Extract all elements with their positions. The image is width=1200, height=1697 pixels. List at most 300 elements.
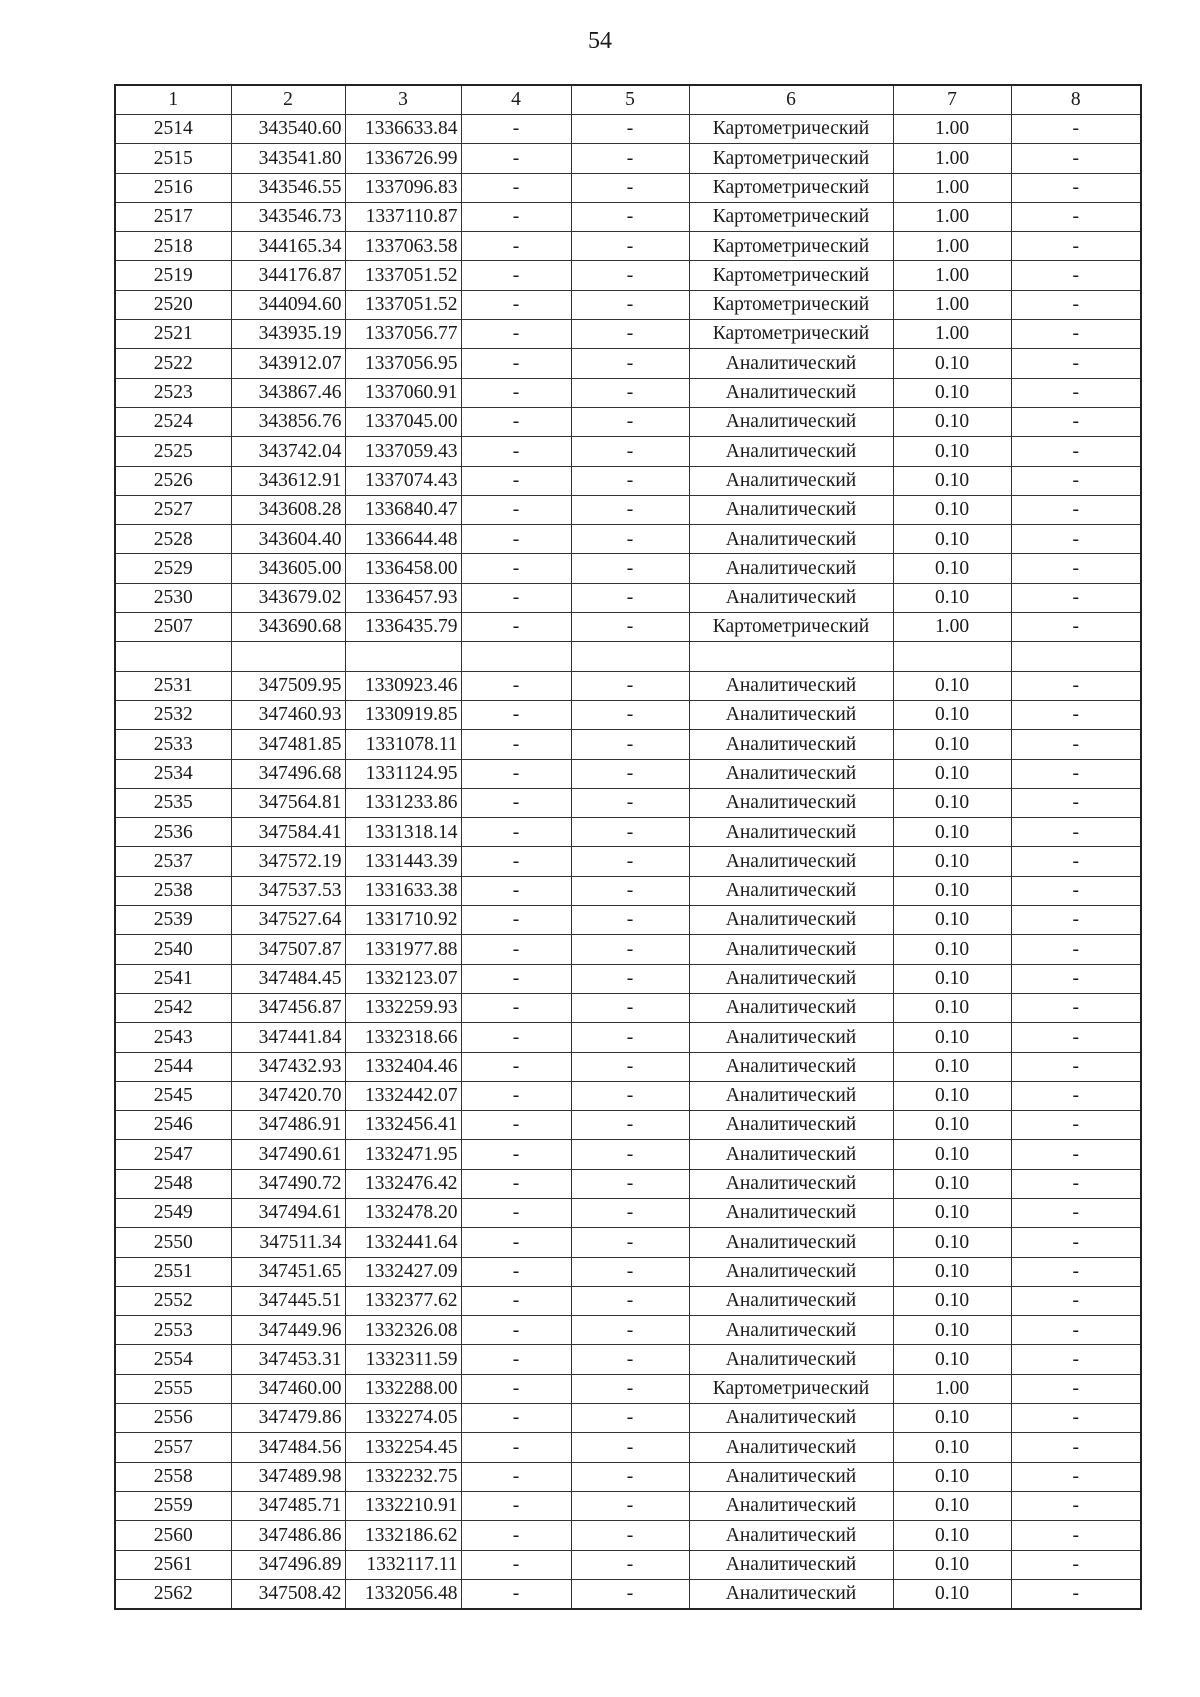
x-coordinate-cell: 343612.91 <box>231 466 345 495</box>
column-4-cell: - <box>461 1404 571 1433</box>
column-5-cell: - <box>571 671 689 700</box>
column-5-cell: - <box>571 290 689 319</box>
accuracy-cell: 0.10 <box>893 993 1011 1022</box>
column-5-cell: - <box>571 466 689 495</box>
accuracy-cell: 1.00 <box>893 320 1011 349</box>
column-4-cell: - <box>461 1462 571 1491</box>
column-8-cell: - <box>1011 583 1141 612</box>
column-header-8: 8 <box>1011 85 1141 115</box>
accuracy-cell: 0.10 <box>893 1433 1011 1462</box>
accuracy-cell: 0.10 <box>893 1491 1011 1520</box>
column-5-cell: - <box>571 1521 689 1550</box>
column-4-cell: - <box>461 320 571 349</box>
point-number-cell: 2548 <box>115 1169 231 1198</box>
table-row <box>115 700 1141 729</box>
column-4-cell: - <box>461 115 571 144</box>
y-coordinate-cell: 1337059.43 <box>345 437 461 466</box>
x-coordinate-cell <box>231 642 345 671</box>
column-8-cell: - <box>1011 1462 1141 1491</box>
point-number-cell: 2555 <box>115 1374 231 1403</box>
x-coordinate-cell: 347494.61 <box>231 1198 345 1227</box>
point-number-cell: 2515 <box>115 144 231 173</box>
x-coordinate-cell: 347481.85 <box>231 730 345 759</box>
x-coordinate-cell: 347486.86 <box>231 1521 345 1550</box>
column-8-cell: - <box>1011 525 1141 554</box>
y-coordinate-cell: 1332254.45 <box>345 1433 461 1462</box>
y-coordinate-cell: 1332478.20 <box>345 1198 461 1227</box>
table-row <box>115 1169 1141 1198</box>
x-coordinate-cell: 347584.41 <box>231 818 345 847</box>
column-4-cell: - <box>461 700 571 729</box>
column-4-cell: - <box>461 847 571 876</box>
table-row <box>115 349 1141 378</box>
column-4-cell: - <box>461 495 571 524</box>
x-coordinate-cell: 347537.53 <box>231 876 345 905</box>
point-number-cell: 2546 <box>115 1111 231 1140</box>
y-coordinate-cell: 1332186.62 <box>345 1521 461 1550</box>
x-coordinate-cell: 347496.89 <box>231 1550 345 1579</box>
column-5-cell: - <box>571 407 689 436</box>
accuracy-cell: 0.10 <box>893 1081 1011 1110</box>
accuracy-cell: 0.10 <box>893 495 1011 524</box>
point-number-cell: 2558 <box>115 1462 231 1491</box>
column-8-cell: - <box>1011 144 1141 173</box>
table-row <box>115 554 1141 583</box>
point-number-cell: 2560 <box>115 1521 231 1550</box>
column-4-cell: - <box>461 1140 571 1169</box>
column-4-cell: - <box>461 1023 571 1052</box>
y-coordinate-cell: 1332210.91 <box>345 1491 461 1520</box>
column-8-cell: - <box>1011 759 1141 788</box>
column-5-cell: - <box>571 935 689 964</box>
x-coordinate-cell: 347564.81 <box>231 788 345 817</box>
column-5-cell: - <box>571 378 689 407</box>
accuracy-cell: 0.10 <box>893 788 1011 817</box>
x-coordinate-cell: 344165.34 <box>231 232 345 261</box>
column-5-cell: - <box>571 847 689 876</box>
point-number-cell: 2541 <box>115 964 231 993</box>
column-4-cell: - <box>461 876 571 905</box>
point-number-cell: 2528 <box>115 525 231 554</box>
x-coordinate-cell: 347451.65 <box>231 1257 345 1286</box>
method-cell: Картометрический <box>689 613 893 642</box>
column-8-cell: - <box>1011 876 1141 905</box>
table-row <box>115 1023 1141 1052</box>
table-row <box>115 876 1141 905</box>
method-cell: Аналитический <box>689 407 893 436</box>
column-5-cell: - <box>571 1462 689 1491</box>
accuracy-cell <box>893 642 1011 671</box>
column-8-cell: - <box>1011 993 1141 1022</box>
accuracy-cell: 1.00 <box>893 290 1011 319</box>
column-8-cell: - <box>1011 1257 1141 1286</box>
point-number-cell: 2543 <box>115 1023 231 1052</box>
y-coordinate-cell: 1331443.39 <box>345 847 461 876</box>
method-cell: Аналитический <box>689 466 893 495</box>
column-8-cell: - <box>1011 1052 1141 1081</box>
accuracy-cell: 0.10 <box>893 671 1011 700</box>
column-8-cell: - <box>1011 730 1141 759</box>
table-row <box>115 1052 1141 1081</box>
table-row <box>115 1286 1141 1315</box>
x-coordinate-cell: 343605.00 <box>231 554 345 583</box>
y-coordinate-cell: 1331078.11 <box>345 730 461 759</box>
x-coordinate-cell: 347460.93 <box>231 700 345 729</box>
table-body <box>115 115 1141 1610</box>
column-4-cell: - <box>461 1374 571 1403</box>
x-coordinate-cell: 343742.04 <box>231 437 345 466</box>
y-coordinate-cell: 1336435.79 <box>345 613 461 642</box>
x-coordinate-cell: 343856.76 <box>231 407 345 436</box>
column-5-cell: - <box>571 1579 689 1609</box>
method-cell: Картометрический <box>689 115 893 144</box>
column-5-cell: - <box>571 613 689 642</box>
point-number-cell: 2562 <box>115 1579 231 1609</box>
method-cell: Аналитический <box>689 759 893 788</box>
table-row <box>115 583 1141 612</box>
x-coordinate-cell: 343604.40 <box>231 525 345 554</box>
column-5-cell: - <box>571 525 689 554</box>
column-5-cell: - <box>571 349 689 378</box>
x-coordinate-cell: 347486.91 <box>231 1111 345 1140</box>
column-8-cell: - <box>1011 818 1141 847</box>
method-cell: Аналитический <box>689 700 893 729</box>
table-row <box>115 1491 1141 1520</box>
accuracy-cell: 0.10 <box>893 1316 1011 1345</box>
x-coordinate-cell: 343546.55 <box>231 173 345 202</box>
accuracy-cell: 0.10 <box>893 554 1011 583</box>
column-8-cell: - <box>1011 1521 1141 1550</box>
method-cell: Аналитический <box>689 1257 893 1286</box>
point-number-cell: 2536 <box>115 818 231 847</box>
point-number-cell: 2554 <box>115 1345 231 1374</box>
column-5-cell: - <box>571 1169 689 1198</box>
method-cell <box>689 642 893 671</box>
column-8-cell: - <box>1011 788 1141 817</box>
point-number-cell: 2535 <box>115 788 231 817</box>
accuracy-cell: 0.10 <box>893 935 1011 964</box>
point-number-cell: 2525 <box>115 437 231 466</box>
column-4-cell: - <box>461 1111 571 1140</box>
accuracy-cell: 0.10 <box>893 1462 1011 1491</box>
column-4-cell: - <box>461 1198 571 1227</box>
x-coordinate-cell: 347490.61 <box>231 1140 345 1169</box>
accuracy-cell: 1.00 <box>893 144 1011 173</box>
column-5-cell <box>571 642 689 671</box>
column-4-cell: - <box>461 1345 571 1374</box>
column-4-cell: - <box>461 232 571 261</box>
column-4-cell: - <box>461 144 571 173</box>
point-number-cell: 2532 <box>115 700 231 729</box>
accuracy-cell: 0.10 <box>893 1345 1011 1374</box>
y-coordinate-cell: 1337051.52 <box>345 261 461 290</box>
point-number-cell: 2520 <box>115 290 231 319</box>
table-row <box>115 964 1141 993</box>
column-8-cell: - <box>1011 847 1141 876</box>
method-cell: Аналитический <box>689 1286 893 1315</box>
table-row <box>115 525 1141 554</box>
column-4-cell: - <box>461 613 571 642</box>
table-row <box>115 935 1141 964</box>
table-row <box>115 671 1141 700</box>
point-number-cell: 2514 <box>115 115 231 144</box>
accuracy-cell: 1.00 <box>893 173 1011 202</box>
point-number-cell: 2550 <box>115 1228 231 1257</box>
column-5-cell: - <box>571 202 689 231</box>
coordinates-table-container <box>114 84 1142 1610</box>
point-number-cell: 2521 <box>115 320 231 349</box>
column-header-1: 1 <box>115 85 231 115</box>
y-coordinate-cell: 1336458.00 <box>345 554 461 583</box>
column-4-cell: - <box>461 202 571 231</box>
accuracy-cell: 0.10 <box>893 1286 1011 1315</box>
method-cell: Картометрический <box>689 144 893 173</box>
y-coordinate-cell: 1330919.85 <box>345 700 461 729</box>
column-8-cell: - <box>1011 1228 1141 1257</box>
x-coordinate-cell: 347507.87 <box>231 935 345 964</box>
y-coordinate-cell: 1336633.84 <box>345 115 461 144</box>
point-number-cell: 2544 <box>115 1052 231 1081</box>
y-coordinate-cell: 1332056.48 <box>345 1579 461 1609</box>
point-number-cell: 2561 <box>115 1550 231 1579</box>
accuracy-cell: 0.10 <box>893 1579 1011 1609</box>
column-8-cell <box>1011 642 1141 671</box>
column-4-cell: - <box>461 173 571 202</box>
accuracy-cell: 0.10 <box>893 876 1011 905</box>
x-coordinate-cell: 343690.68 <box>231 613 345 642</box>
coordinates-table <box>114 84 1142 1610</box>
column-8-cell: - <box>1011 1111 1141 1140</box>
point-number-cell: 2531 <box>115 671 231 700</box>
column-4-cell: - <box>461 1316 571 1345</box>
x-coordinate-cell: 347460.00 <box>231 1374 345 1403</box>
table-row <box>115 115 1141 144</box>
column-4-cell: - <box>461 1550 571 1579</box>
accuracy-cell: 1.00 <box>893 613 1011 642</box>
column-8-cell: - <box>1011 906 1141 935</box>
method-cell: Аналитический <box>689 993 893 1022</box>
x-coordinate-cell: 344094.60 <box>231 290 345 319</box>
x-coordinate-cell: 347449.96 <box>231 1316 345 1345</box>
column-5-cell: - <box>571 1491 689 1520</box>
method-cell: Аналитический <box>689 1169 893 1198</box>
column-8-cell: - <box>1011 261 1141 290</box>
table-row <box>115 1404 1141 1433</box>
column-8-cell: - <box>1011 1140 1141 1169</box>
method-cell: Картометрический <box>689 232 893 261</box>
method-cell: Аналитический <box>689 847 893 876</box>
method-cell: Аналитический <box>689 1404 893 1433</box>
table-row <box>115 1316 1141 1345</box>
method-cell: Аналитический <box>689 818 893 847</box>
column-header-7: 7 <box>893 85 1011 115</box>
y-coordinate-cell: 1337063.58 <box>345 232 461 261</box>
method-cell: Аналитический <box>689 1198 893 1227</box>
table-row <box>115 1579 1141 1609</box>
method-cell: Аналитический <box>689 1316 893 1345</box>
column-4-cell: - <box>461 993 571 1022</box>
column-8-cell: - <box>1011 290 1141 319</box>
y-coordinate-cell: 1332123.07 <box>345 964 461 993</box>
method-cell: Аналитический <box>689 671 893 700</box>
column-5-cell: - <box>571 700 689 729</box>
accuracy-cell: 0.10 <box>893 1169 1011 1198</box>
table-row <box>115 1140 1141 1169</box>
column-5-cell: - <box>571 144 689 173</box>
column-4-cell: - <box>461 407 571 436</box>
column-5-cell: - <box>571 1111 689 1140</box>
method-cell: Аналитический <box>689 437 893 466</box>
column-4-cell: - <box>461 378 571 407</box>
point-number-cell: 2518 <box>115 232 231 261</box>
column-4-cell: - <box>461 1052 571 1081</box>
accuracy-cell: 0.10 <box>893 1228 1011 1257</box>
point-number-cell: 2522 <box>115 349 231 378</box>
table-row <box>115 407 1141 436</box>
column-4-cell: - <box>461 906 571 935</box>
point-number-cell: 2542 <box>115 993 231 1022</box>
accuracy-cell: 0.10 <box>893 1404 1011 1433</box>
y-coordinate-cell: 1332441.64 <box>345 1228 461 1257</box>
table-row <box>115 261 1141 290</box>
table-header-row <box>115 85 1141 115</box>
y-coordinate-cell: 1337056.77 <box>345 320 461 349</box>
x-coordinate-cell: 347445.51 <box>231 1286 345 1315</box>
column-header-4: 4 <box>461 85 571 115</box>
method-cell: Аналитический <box>689 1521 893 1550</box>
column-4-cell: - <box>461 1491 571 1520</box>
column-8-cell: - <box>1011 202 1141 231</box>
point-number-cell: 2526 <box>115 466 231 495</box>
column-8-cell: - <box>1011 554 1141 583</box>
column-8-cell: - <box>1011 173 1141 202</box>
y-coordinate-cell: 1337051.52 <box>345 290 461 319</box>
method-cell: Аналитический <box>689 1550 893 1579</box>
point-number-cell: 2519 <box>115 261 231 290</box>
accuracy-cell: 0.10 <box>893 847 1011 876</box>
column-5-cell: - <box>571 1228 689 1257</box>
method-cell: Картометрический <box>689 320 893 349</box>
method-cell: Аналитический <box>689 583 893 612</box>
column-8-cell: - <box>1011 1550 1141 1579</box>
column-4-cell: - <box>461 1169 571 1198</box>
column-5-cell: - <box>571 115 689 144</box>
x-coordinate-cell: 347441.84 <box>231 1023 345 1052</box>
x-coordinate-cell: 347432.93 <box>231 1052 345 1081</box>
table-row <box>115 1198 1141 1227</box>
y-coordinate-cell: 1332259.93 <box>345 993 461 1022</box>
column-5-cell: - <box>571 232 689 261</box>
x-coordinate-cell: 347511.34 <box>231 1228 345 1257</box>
method-cell: Аналитический <box>689 788 893 817</box>
column-8-cell: - <box>1011 495 1141 524</box>
column-5-cell: - <box>571 1140 689 1169</box>
column-8-cell: - <box>1011 1316 1141 1345</box>
column-5-cell: - <box>571 583 689 612</box>
x-coordinate-cell: 347489.98 <box>231 1462 345 1491</box>
y-coordinate-cell: 1332274.05 <box>345 1404 461 1433</box>
method-cell: Картометрический <box>689 173 893 202</box>
column-8-cell: - <box>1011 1198 1141 1227</box>
method-cell: Аналитический <box>689 349 893 378</box>
x-coordinate-cell: 347484.56 <box>231 1433 345 1462</box>
y-coordinate-cell: 1337074.43 <box>345 466 461 495</box>
accuracy-cell: 0.10 <box>893 1052 1011 1081</box>
column-5-cell: - <box>571 818 689 847</box>
column-4-cell: - <box>461 437 571 466</box>
table-row <box>115 759 1141 788</box>
column-8-cell: - <box>1011 935 1141 964</box>
y-coordinate-cell: 1331124.95 <box>345 759 461 788</box>
column-5-cell: - <box>571 1404 689 1433</box>
method-cell: Аналитический <box>689 1081 893 1110</box>
column-5-cell: - <box>571 788 689 817</box>
y-coordinate-cell: 1332427.09 <box>345 1257 461 1286</box>
column-8-cell: - <box>1011 1579 1141 1609</box>
accuracy-cell: 0.10 <box>893 1023 1011 1052</box>
y-coordinate-cell: 1332117.11 <box>345 1550 461 1579</box>
column-8-cell: - <box>1011 1286 1141 1315</box>
accuracy-cell: 0.10 <box>893 700 1011 729</box>
accuracy-cell: 0.10 <box>893 759 1011 788</box>
y-coordinate-cell: 1332377.62 <box>345 1286 461 1315</box>
table-row <box>115 1257 1141 1286</box>
table-row <box>115 1374 1141 1403</box>
x-coordinate-cell: 343912.07 <box>231 349 345 378</box>
point-number-cell: 2533 <box>115 730 231 759</box>
column-5-cell: - <box>571 1374 689 1403</box>
column-8-cell: - <box>1011 378 1141 407</box>
x-coordinate-cell: 343540.60 <box>231 115 345 144</box>
x-coordinate-cell: 347479.86 <box>231 1404 345 1433</box>
column-5-cell: - <box>571 261 689 290</box>
table-row <box>115 320 1141 349</box>
column-5-cell: - <box>571 173 689 202</box>
point-number-cell: 2539 <box>115 906 231 935</box>
accuracy-cell: 1.00 <box>893 261 1011 290</box>
point-number-cell: 2537 <box>115 847 231 876</box>
column-8-cell: - <box>1011 964 1141 993</box>
accuracy-cell: 0.10 <box>893 1140 1011 1169</box>
y-coordinate-cell: 1331977.88 <box>345 935 461 964</box>
y-coordinate-cell: 1337110.87 <box>345 202 461 231</box>
accuracy-cell: 0.10 <box>893 1550 1011 1579</box>
point-number-cell: 2540 <box>115 935 231 964</box>
table-row <box>115 1521 1141 1550</box>
table-row <box>115 642 1141 671</box>
point-number-cell: 2523 <box>115 378 231 407</box>
y-coordinate-cell: 1332318.66 <box>345 1023 461 1052</box>
column-4-cell: - <box>461 1081 571 1110</box>
column-5-cell: - <box>571 993 689 1022</box>
accuracy-cell: 0.10 <box>893 525 1011 554</box>
accuracy-cell: 0.10 <box>893 1257 1011 1286</box>
method-cell: Аналитический <box>689 1433 893 1462</box>
method-cell: Аналитический <box>689 876 893 905</box>
accuracy-cell: 0.10 <box>893 1111 1011 1140</box>
column-5-cell: - <box>571 759 689 788</box>
column-8-cell: - <box>1011 232 1141 261</box>
table-row <box>115 495 1141 524</box>
method-cell: Аналитический <box>689 1491 893 1520</box>
column-4-cell: - <box>461 1228 571 1257</box>
point-number-cell: 2507 <box>115 613 231 642</box>
x-coordinate-cell: 344176.87 <box>231 261 345 290</box>
column-8-cell: - <box>1011 349 1141 378</box>
table-row <box>115 906 1141 935</box>
column-5-cell: - <box>571 730 689 759</box>
column-5-cell: - <box>571 320 689 349</box>
